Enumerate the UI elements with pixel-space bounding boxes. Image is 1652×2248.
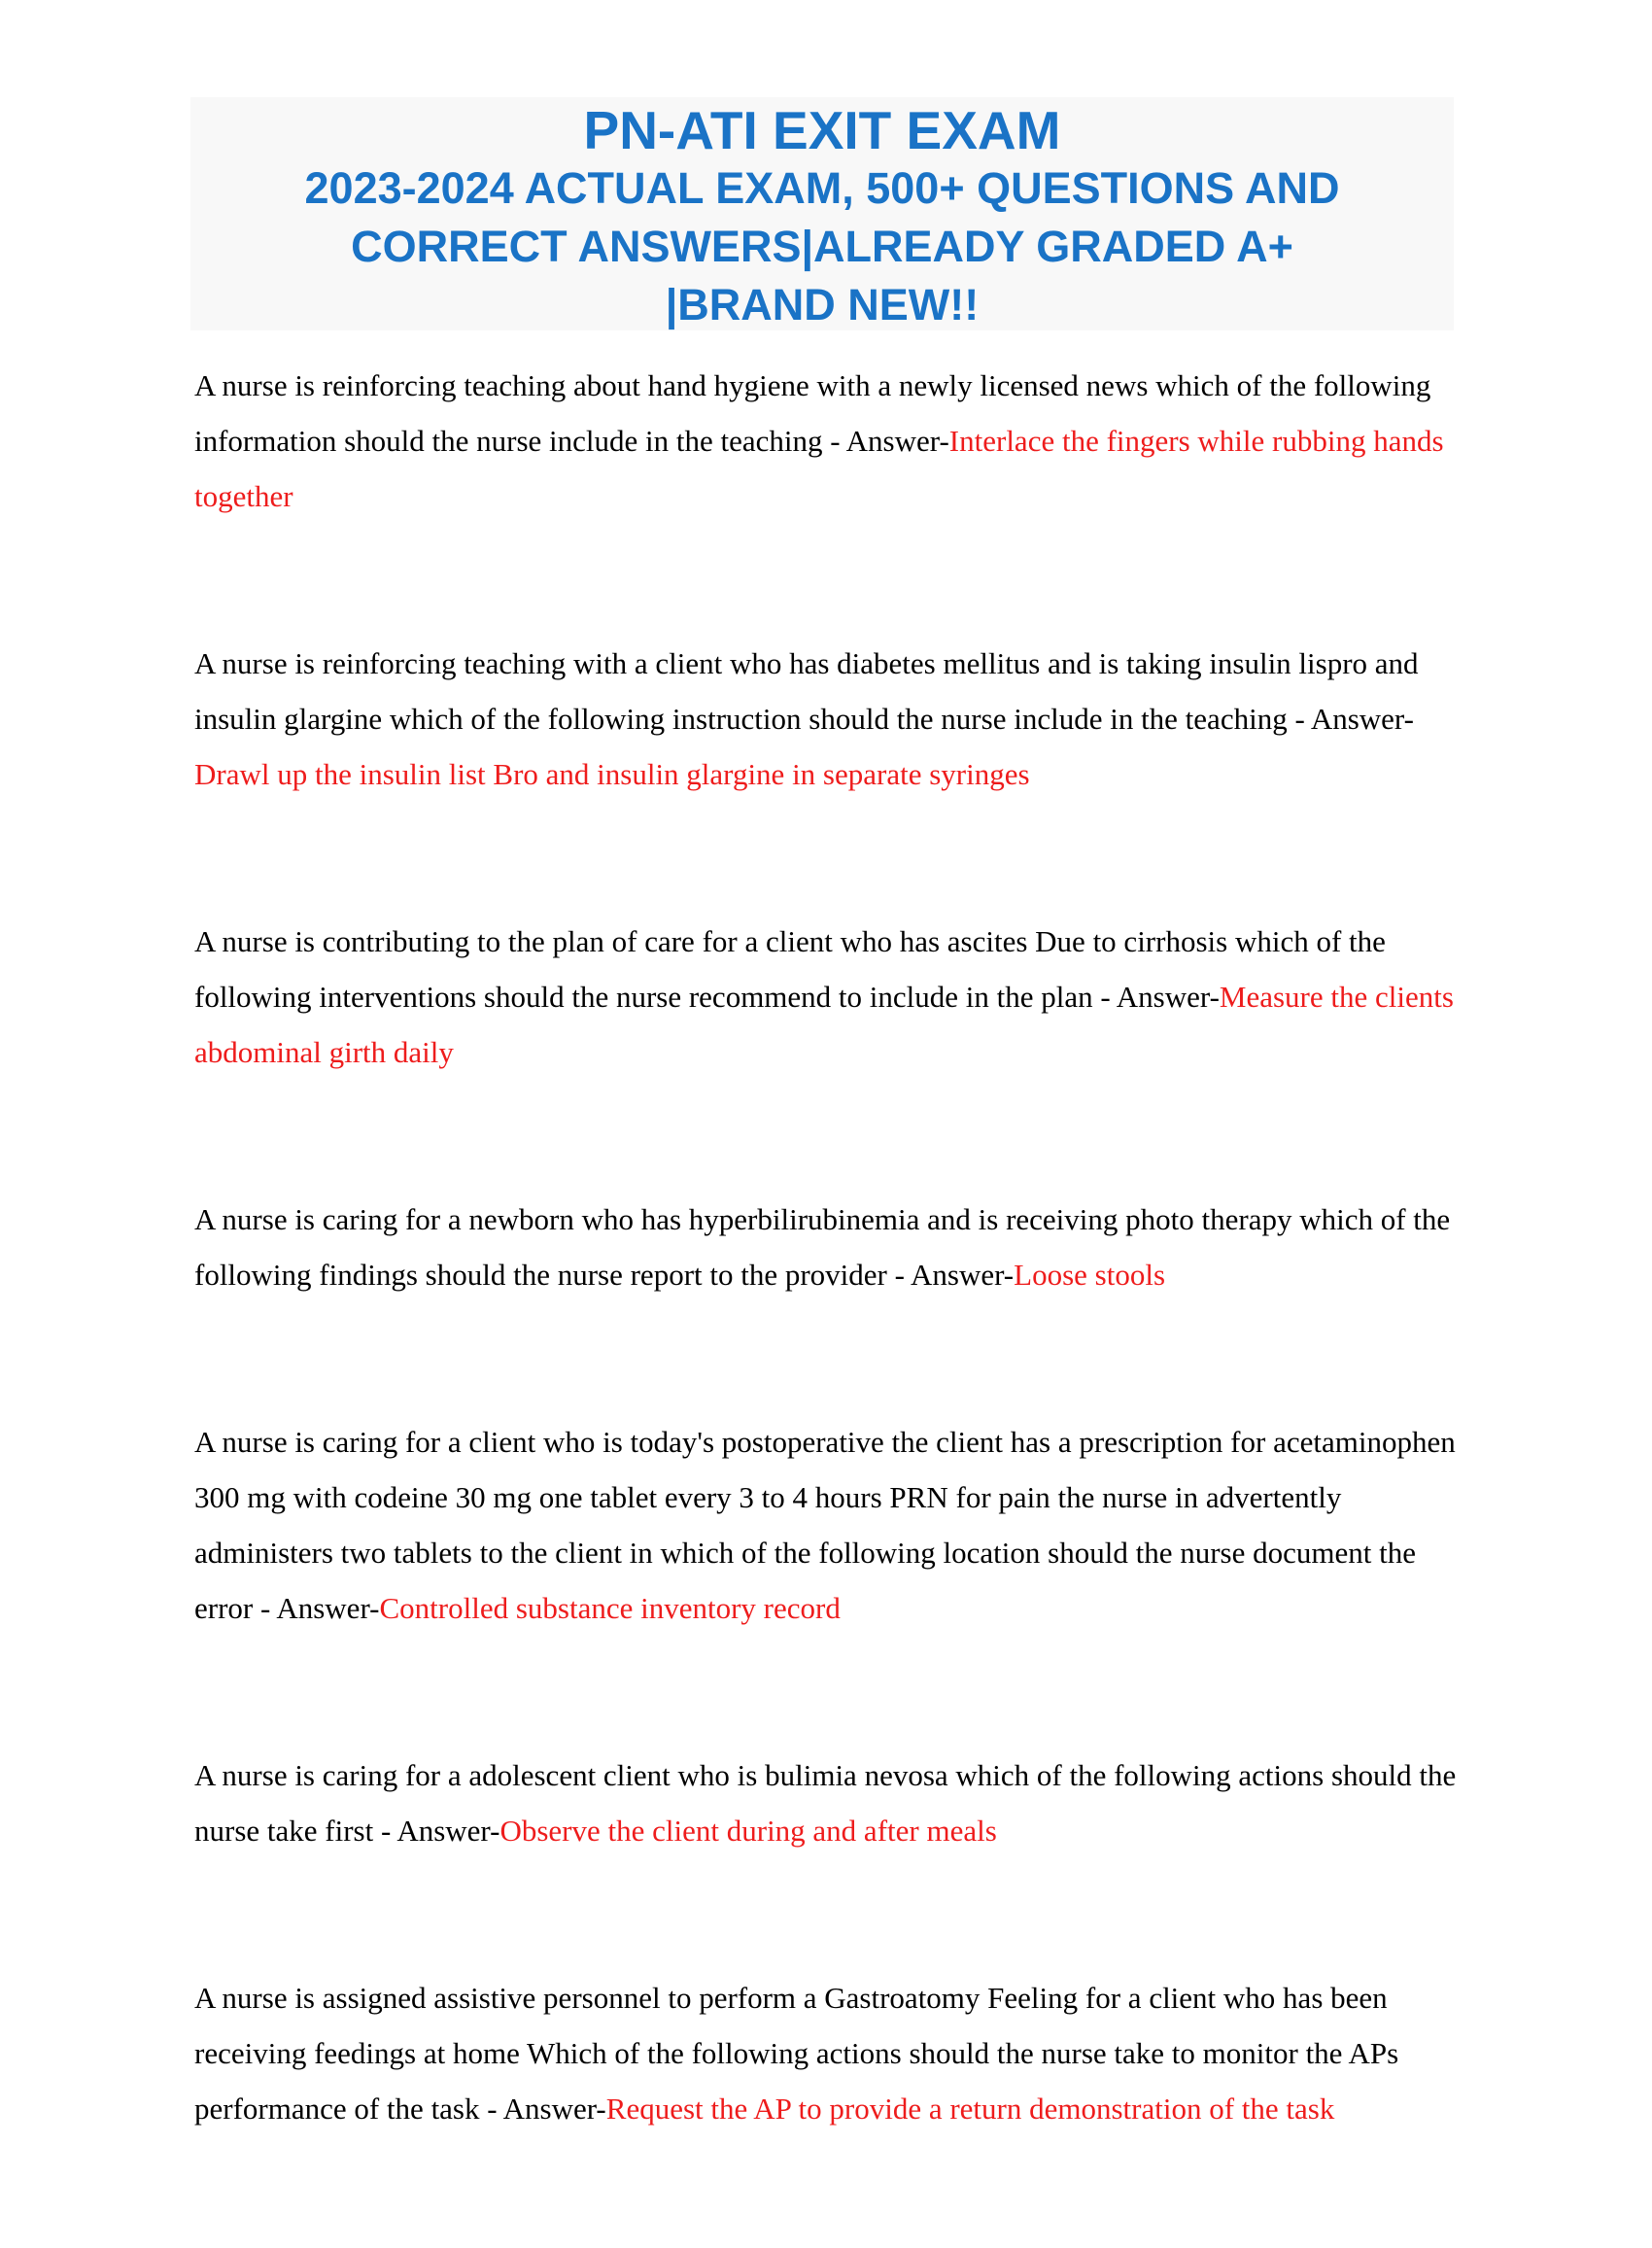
question-item [194, 1747, 1458, 1858]
question-item [194, 914, 1458, 1080]
question-item [194, 1192, 1458, 1302]
answer-text: Measure the clients abdominal girth daily [194, 980, 1454, 1069]
answer-text: Drawl up the insulin list Bro and insulin glargine in separate syringes [194, 757, 1030, 791]
answer-prefix: - Answer- [1092, 980, 1220, 1014]
answer-prefix: - Answer- [479, 2092, 606, 2126]
document-title: PN-ATI EXIT EXAM [583, 100, 1061, 160]
question-list [194, 358, 1458, 2248]
question-item [194, 358, 1458, 524]
document-subtitle-line-3: |BRAND NEW!! [665, 280, 980, 329]
question-item [194, 1414, 1458, 1636]
question-text: A nurse is caring for a client who is today's postoperative the client has a prescription for acetaminophen 300 mg with codeine 30 mg one tablet every 3 to 4 hours PRN for pain the nurse in advertently administers two tablets to the client in which of the following location should the nurse document the error [194, 1425, 1456, 1625]
question-text: A nurse is caring for a adolescent client who is bulimia nevosa which of the following actions should the nurse take first [194, 1758, 1457, 1848]
answer-prefix: - Answer- [886, 1258, 1015, 1292]
answer-text: Observe the client during and after meals [499, 1814, 997, 1848]
question-text: A nurse is reinforcing teaching with a client who has diabetes mellitus and is taking insulin lispro and insulin glargine which of the following instruction should the nurse include in the teaching [194, 646, 1419, 736]
document-header [190, 97, 1454, 330]
answer-prefix: - Answer- [253, 1591, 380, 1625]
question-text: A nurse is assigned assistive personnel to perform a Gastroatomy Feeling for a client who has been receiving feedings at home Which of the following actions should the nurse take to monitor the APs performance of the task [194, 1981, 1399, 2126]
answer-text: Request the AP to provide a return demonstration of the task [605, 2092, 1335, 2126]
answer-text: Loose stools [1014, 1258, 1166, 1292]
document-subtitle-line-1: 2023-2024 ACTUAL EXAM, 500+ QUESTIONS AND [304, 163, 1340, 213]
answer-prefix: - Answer- [1287, 702, 1414, 736]
answer-prefix: - Answer- [373, 1814, 500, 1848]
question-text: A nurse is caring for a newborn who has hyperbilirubinemia and is receiving photo therapy which of the following findings should the nurse report to the provider [194, 1202, 1451, 1292]
question-item [194, 1970, 1458, 2136]
document-subtitle-line-2: CORRECT ANSWERS|ALREADY GRADED A+ [351, 222, 1293, 271]
question-text: A nurse is contributing to the plan of care for a client who has ascites Due to cirrhosis which of the following interventions should the nurse recommend to include in the plan [194, 924, 1386, 1014]
question-text: A nurse is reinforcing teaching about hand hygiene with a newly licensed news which of the following information should the nurse include in the teaching [194, 368, 1431, 458]
question-item [194, 636, 1458, 802]
answer-prefix: - Answer- [822, 424, 949, 458]
answer-text: Interlace the fingers while rubbing hands together [194, 424, 1444, 513]
answer-text: Controlled substance inventory record [379, 1591, 841, 1625]
